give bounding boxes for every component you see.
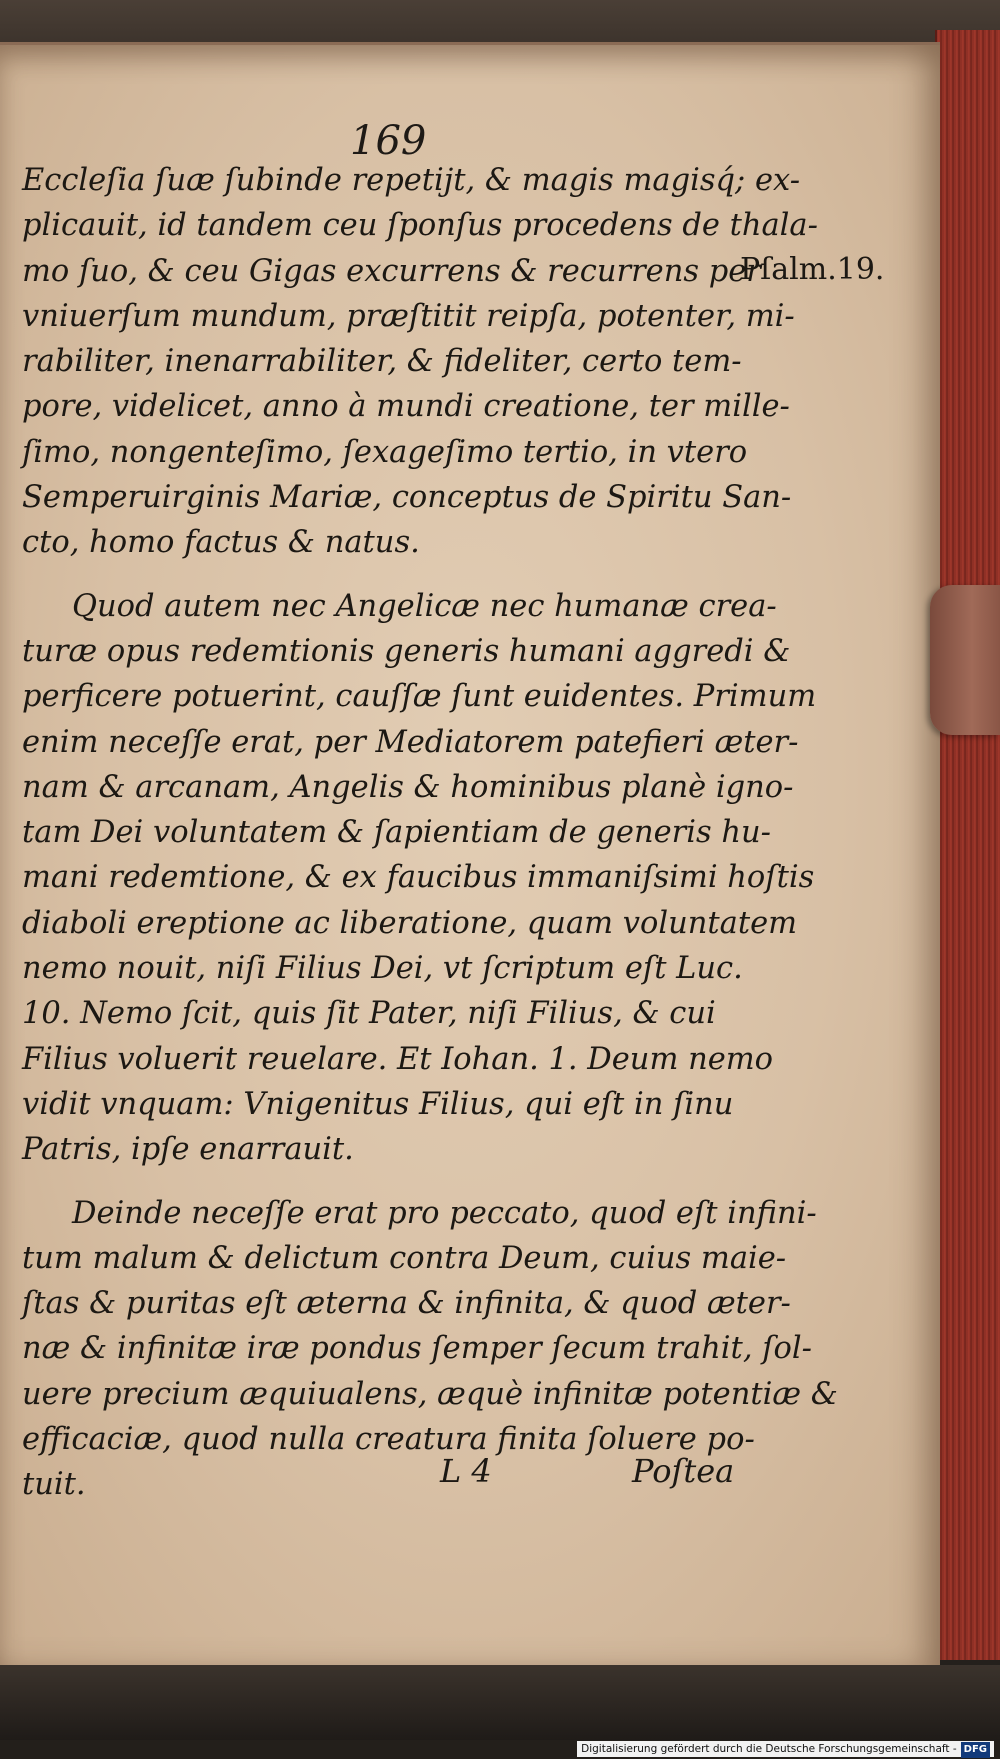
text-line: Patris, ipſe enarrauit. [22, 1132, 354, 1168]
text-line: mo ſuo, & ceu Gigas excurrens & recurrens per [22, 253, 761, 289]
paragraph [22, 584, 817, 1173]
text-line: nam & arcanam, Angelis & hominibus planè igno- [22, 769, 794, 805]
text-line: Quod autem nec Angelicæ nec humanæ crea- [72, 588, 777, 624]
text-line: Deinde neceſſe erat pro peccato, quod eſt infini- [72, 1195, 817, 1231]
scanner-bottom-band [0, 1665, 1000, 1740]
text-line: pore, videlicet, anno à mundi creatione, ter mille- [22, 389, 790, 425]
text-line: Filius voluerit reuelare. Et Iohan. 1. Deum nemo [22, 1041, 774, 1077]
text-line: nemo nouit, niſi Filius Dei, vt ſcriptum eſt Luc. [22, 951, 743, 987]
marginal-note: Pſalm.19. [740, 252, 885, 287]
text-line: 10. Nemo ſcit, quis ſit Pater, niſi Filius, & cui [22, 996, 716, 1032]
book-edge [935, 30, 1000, 1660]
digitization-credit [577, 1741, 994, 1757]
text-line: Eccleſia ſuæ ſubinde repetijt, & magis magisq́; ex- [22, 163, 801, 198]
signature-mark: L 4 [440, 1452, 492, 1490]
text-line: turæ opus redemtionis generis humani aggredi & [22, 633, 791, 669]
text-line: efficaciæ, quod nulla creatura finita ſoluere po- [22, 1422, 755, 1458]
credit-text: Digitalisierung gefördert durch die Deutsche Forschungsgemeinschaft - [581, 1743, 957, 1755]
text-line: næ & infinitæ iræ pondus ſemper ſecum trahit, ſol- [22, 1331, 812, 1367]
dfg-logo: DFG [961, 1742, 990, 1758]
text-line: ſimo, nongenteſimo, ſexageſimo tertio, in vtero [22, 434, 748, 470]
text-line: tuit. [22, 1467, 86, 1503]
text-line: rabiliter, inenarrabiliter, & fideliter, certo tem- [22, 344, 742, 380]
text-line: perficere potuerint, cauſſæ ſunt euidentes. Primum [22, 679, 817, 715]
text-line: diaboli ereptione ac liberatione, quam voluntatem [22, 905, 798, 941]
text-line: mani redemtione, & ex faucibus immaniſsimi hoſtis [22, 860, 815, 896]
text-line: cto, homo factus & natus. [22, 525, 420, 561]
text-line: plicauit, id tandem ceu ſponſus procedens de thala- [22, 208, 818, 244]
text-line: ſtas & puritas eſt æterna & infinita, & quod æter- [22, 1286, 791, 1322]
catchword: Poſtea [632, 1452, 735, 1490]
text-line: enim neceſſe erat, per Mediatorem patefieri æter- [22, 724, 799, 760]
text-line: vidit vnquam: Vnigenitus Filius, qui eſt in ſinu [22, 1086, 734, 1122]
text-line: Semperuirginis Mariæ, conceptus de Spiritu San- [22, 480, 792, 516]
bookmark-ribbon [930, 585, 1000, 735]
paragraph [22, 1191, 838, 1508]
text-line: uere precium æquiualens, æquè infinitæ potentiæ & [22, 1376, 838, 1412]
text-line: tum malum & delictum contra Deum, cuius maie- [22, 1240, 787, 1276]
page-number: 169 [350, 118, 427, 164]
text-line: vniuerſum mundum, præſtitit reipſa, potenter, mi- [22, 298, 795, 334]
text-line: tam Dei voluntatem & ſapientiam de generis hu- [22, 815, 771, 851]
